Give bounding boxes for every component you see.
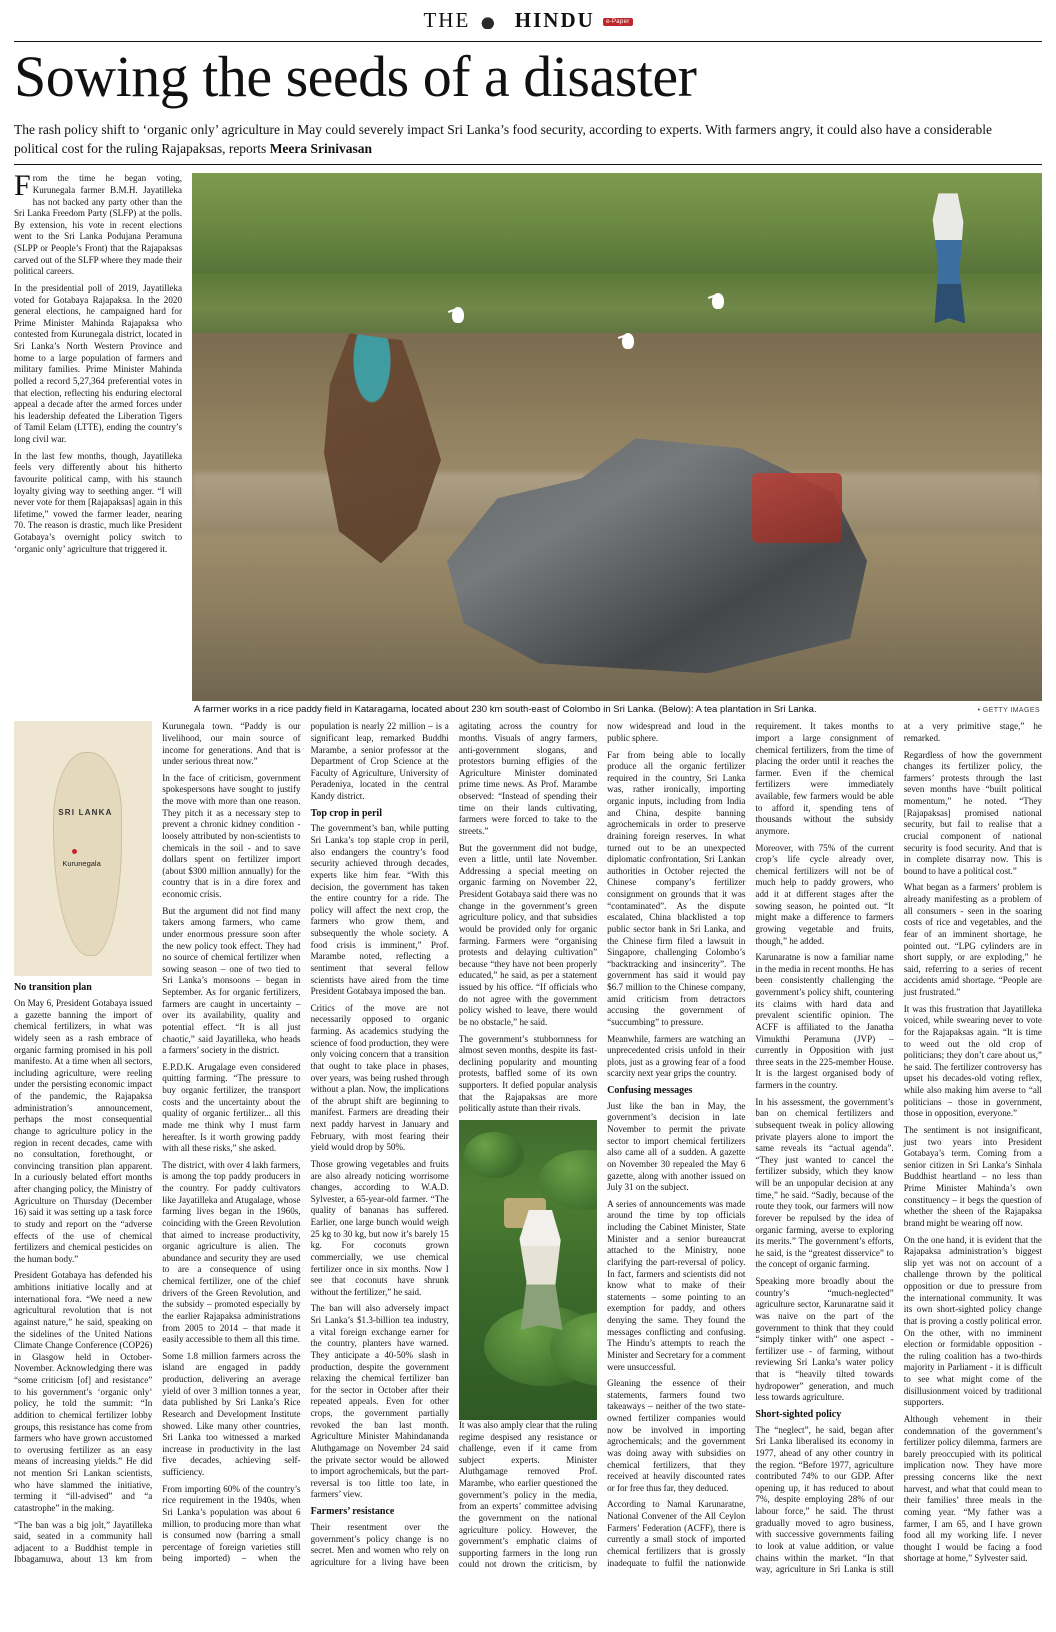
paragraph: The government’s stubbornness for almost seven months, despite its fast-declining popularity and mounting protests, baffled some of its own supporters. It defied popular analysis that the Rajapaksas are more politically astute than their rivals.	[458, 1033, 598, 1114]
paragraph: President Gotabaya has defended his ambitions initiative locally and at international fora. “We need a new agricultural revolution that is not against nature,” he said, speaking on the sidelines of the United Nations Climate Change Conference (COP26) in Glasgow held in October-November. Acknowledging there was “some criticism [of] and resistance” to his government’s ‘organic only’ policy, he told the summit: “In addition to chemical fertilizer lobby groups, this resistance has come from farmers who have grown accustomed to overusing fertilizer as an easy means of increasing yields.” He did not mention Sri Lankan scientists, who have slammed the initiative, terming it “ill-advised” and “a catastrophe” in the making.	[14, 1270, 153, 1513]
main-photo-block	[192, 173, 1042, 715]
paragraph: Karunaratne is now a familiar name in the media in recent months. He has been consistently challenging the government’s policy shift, countering its claims with hard data and prevalent scientific opinion. The ACFF is affiliated to the Janatha Vimukthi Peramuna (JVP) – currently in Opposition with just three seats in the 225-member House. It is the largest organised body of farmers in the country.	[755, 952, 894, 1091]
photo-credit: • GETTY IMAGES	[977, 707, 1040, 715]
paragraph: It was this frustration that Jayatilleka voiced, while swearing never to vote for the Rajapaksas again. “It is time to weed out the old crop of politicians; they don’t care about us,” he said. The fertilizer controversy has upset his decades-old voting reflex, while also making him averse to “all politicians – those in government, those in opposition, everyone.”	[903, 1003, 1042, 1119]
tea-bush	[464, 1132, 524, 1178]
map-country-label: SRI LANKA	[58, 808, 113, 817]
byline: Meera Srinivasan	[269, 141, 373, 157]
article-columns	[14, 721, 1042, 1576]
photo-caption-text: A farmer works in a rice paddy field in Kataragama, located about 230 km south-east of Colombo in Sri Lanka. (Below): A tea plantation in Sri Lanka.	[194, 704, 817, 716]
paragraph: What began as a farmers’ problem is already manifesting as a problem of all consumers - seen in the soaring costs of rice and vegetables, and the fear of an imminent shortage, he pointed out. “LPG cylinders are in short supply, or are exploding,” he said, referring to a series of recent accidents amid shortage. “People are just frustrated.”	[903, 882, 1042, 998]
tea-plantation-photo	[459, 1120, 597, 1420]
paragraph: On May 6, President Gotabaya issued a gazette banning the import of chemical fertilizers, in what was widely seen as a rash embrace of organic farming promised in his poll manifesto. At a time when all sectors, including agriculture, were reeling under the persisting economic impact of the pandemic, the Rajapaksa administration’s announcement, perhaps the most consequential change to agriculture policy in the region in recent decades, came with no consultation, forethought, or convincing transition plan apparent. In a curiously belated effort months after changing policy, the Ministry of Agriculture on Thursday (December 16) said it was setting up a task force to study and report on the “adverse effects of the use of chemical fertilizers and chemical pesticides on the human body.”	[14, 998, 153, 1264]
masthead-title	[423, 8, 632, 33]
location-dot-icon	[72, 849, 77, 854]
egret-icon	[622, 333, 634, 349]
section-heading-no-transition-plan: No transition plan	[14, 982, 92, 994]
lead-paragraph-3: In the last few months, though, Jayatilleka feels very differently about his hitherto favourite political camp, with his staunch loyalty giving way to seething anger. “I will never vote for them [Rajapaksas] again in this lifetime,” vowed the farmer leader, nearing 70. The reason is drastic, much like President Gotabaya’s overnight policy switch to ‘organic only’ agriculture that triggered it.	[14, 450, 182, 554]
masthead-divider	[14, 41, 1042, 42]
paragraph: According to Namal Karunaratne, National Convener of the All Ceylon Farmers’ Federation (ACFF), there is currently a small stock of imported chemical fertilizers that is grossly inadequate to fulfil the nationwide requirement. It takes months to import a large consignment of chemical fertilizers, from the time of placing the order until it reaches the farmer. Even if the chemical fertilizers were immediately available, few farmers would be able to afford it, spending tens of thousands without the subsidy anymore.	[607, 721, 894, 1568]
egret-icon	[452, 307, 464, 323]
paragraph: In his assessment, the government’s ban on chemical fertilizers and subsequent tweak in policy allowing private players alone to import the same reveals its “actual agenda”. “They just wanted to cancel the fertilizer subsidy, which they know will be an unpopular decision at any time,” he said. “Sadly, because of the route they took, our farmers will now forever be repulsed by the idea of organic farming, averse to exploring its merits.” The government’s efforts, he said, is the “greatest disservice” to the concept of organic farming.	[755, 1096, 894, 1270]
paragraph: Moreover, with 75% of the current crop’s life cycle already over, chemical fertilizers will not be of much help to paddy growers, who add it at different stages after the sowing season, he pointed out. “It might make a difference to farmers growing vegetable and fruits, though,” he added.	[755, 842, 894, 946]
paragraph: But the argument did not find many takers among farmers, who came under enormous pressure soon after the new policy took effect. They had no source of chemical fertilizer when sowing season – one of two tied to Sri Lanka’s monsoons – began in September. As for organic fertilizers, farmers are caught in uncertainty – over its availability, quality and potential effect. “It is all just chaotic,” said Jayatilleka, who heads a farmers’ society in the district.	[162, 905, 301, 1056]
standfirst-divider	[14, 164, 1042, 165]
farmer-paddy-field-photo	[192, 173, 1042, 701]
photo-caption	[192, 701, 1042, 715]
paragraph: Those growing vegetables and fruits are also already noticing worrisome changes, according to W.A.D. Sylvester, a 65-year-old farmer. “The quality of bananas has suffered. Earlier, one large bunch would weigh 25 kg to 30 kg, but now it’s barely 15 kg. For coconuts grown commercially, we use chemical fertilizer once in six months. Now I see that coconuts have shrunk without the fertilizer,” he said.	[310, 1158, 449, 1297]
page-title: Sowing the seeds of a disaster	[14, 44, 697, 109]
paragraph: It was also amply clear that the ruling regime despised any resistance or challenge, even if it came from subject experts. Minister Aluthgamage removed Prof. Marambe, who earlier questioned the government’s policy in the media, from an experts’ committee advising the government on the national agriculture policy. However, the government’s emphatic claims of supporting farmers in the long run could not drown the criticism, by now widespread and loud in the public sphere.	[458, 721, 746, 1570]
masthead	[14, 6, 1042, 39]
standfirst-text: The rash policy shift to ‘organic only’ agriculture in May could severely impact Sri Lanka’s food security, according to experts. With farmers angry, it could also have a considerable political cost for the ruling Rajapaksas, reports	[14, 122, 993, 157]
tiller-engine-part	[752, 473, 842, 543]
paragraph: A series of announcements was made around the time by top officials including the Cabinet Minister, State Minister and a senior bureaucrat attached to the Ministry, none clarifying the part-reversal of policy. In fact, farmers and scientists did not know what to make of their statements – some pointing to an exemption for paddy, and others denying the same. They found the messages conflicting and confusing. The Hindu’s attempts to reach the Minister and Secretary for a comment were unsuccessful.	[607, 1198, 746, 1372]
masthead-the: THE	[423, 8, 471, 32]
top-section	[14, 169, 1042, 716]
epaper-badge: e-Paper	[603, 18, 632, 26]
paragraph: Far from being able to locally produce all the organic fertilizer required in the country, Sri Lanka was, rather ironically, importing organic inputs, including from India and China, despite banning agrochemicals in order to preserve draining foreign reserves. In what turned out to be an unexpected diplomatic confrontation, Sri Lankan authorities in October rejected the Chinese company’s fertilizer consignment on grounds that it was “contaminated”. As the dispute escalated, China blacklisted a top public sector bank in Sri Lanka, and the Chinese firm filed a lawsuit in Singapore, challenging Colombo’s “backtracking and insincerity”. The government has said it would pay $6.7 million to the Chinese company, amid criticism from detractors accusing the government of “succumbing” to pressure.	[607, 749, 746, 1027]
map-island-shape	[53, 752, 122, 956]
lead-column	[14, 169, 182, 715]
article-body	[14, 721, 1042, 1576]
paragraph: The district, with over 4 lakh farmers, is among the top paddy producers in the country. For paddy cultivators like Jayatilleka and Atugalage, whose farming lives began in the 1960s, coinciding with the Green Revolution that aimed to increase productivity, organic agriculture is alien. The abundance and security they are used to are a consequence of using chemical fertilizer, one of the chief drivers of the Green Revolution, and the subsidy – promoted especially by the earlier Rajapaksa administrations from 2005 to 2014 – that made it easily accessible to them all this time.	[162, 1159, 301, 1345]
sri-lanka-map-figure	[14, 721, 152, 976]
paragraph: Although vehement in their condemnation of the government’s fertilizer policy dilemma, farmers are barely preoccupied with its political implication now. They have more pressing concerns like the next harvest, and what that could mean to their families’ three meals in the coming year. “My father was a farmer, I am 65, and I have grown food all my working life. I never thought I would be facing a food shortage at home,” Sylvester said.	[903, 1413, 1042, 1564]
masthead-hindu: HINDU	[514, 8, 595, 32]
egret-icon	[712, 293, 724, 309]
paragraph: The ban will also adversely impact Sri Lanka’s $1.3-billion tea industry, a vital foreign exchange earner for the country, planters have warned. They anticipate a 40-50% slash in production, despite the government relaxing the chemical fertilizer ban for the sector in October after their repeated appeals. Even for other crops, the government partially revoked the ban last month. Agriculture Minister Mahindananda Aluthgamage on November 24 said the private sector would be allowed to import agrochemicals, but the part-reversal is too little too late, in farmers’ view.	[310, 1303, 449, 1500]
paragraph: From importing 60% of the country’s rice requirement in the 1940s, when Sri Lanka’s population was about 6 million, to producing more than what is consumed now (barring a small percentage of foreign varieties still being imported) – when the population is nearly 22 million – is a significant leap, remarked Buddhi Marambe, a senior professor at the Department of Crop Science at the Faculty of Agriculture, University of Peradeniya, located in the central Kandy district.	[162, 721, 449, 1564]
paragraph: The sentiment is not insignificant, just two years into President Gotabaya’s term. Coming from a senior citizen in Sri Lanka’s Sinhala Buddhist heartland – no less than Prime Minister Mahinda’s own constituency – it begs the question of whether the sheen of the Rajapaksa brand might be wearing off now.	[903, 1124, 1042, 1228]
lead-paragraph-1: From the time he began voting, Kurunegala farmer B.M.H. Jayatilleka has not backed any party other than the Sri Lanka Freedom Party (SLFP) at the polls. By extension, his vote in recent elections went to the Sri Lanka Podujana Peramuna (SLPP or People’s Front) that the Rajapaksas carved out of the SLFP where they made their political careers.	[14, 169, 182, 277]
map-city-label: Kurunegala	[62, 859, 101, 868]
paragraph: But the government did not budge, even a little, until late November. Addressing a special meeting on organic farming on November 22, President Gotabaya said there was no change in the government’s green agriculture policy, and that subsidies would be provided only for organic farming. Farmers were “organising protests and delaying cultivation” because “they have not been properly educated,” he said, as per a statement issued by his office. “If officials who do not agree with the government policy wished to leave, there would be no obstacle,” he said.	[458, 842, 598, 1027]
paragraph: “The ban was a big jolt,” Jayatilleka said, seated in a community hall adjacent to a Buddhist temple in Ibbagamuwa, about 13 km from Kurunegala town. “Paddy is our livelihood, our main source of income for generations. And that is under serious threat now.”	[14, 721, 301, 1565]
paragraph: Regardless of how the government changes its fertilizer policy, the farmers’ protests through the last seven months have “built political momentum,” he noted. “They [Rajapaksas] promised national security, but fail to realise that a crucial component of national security is food security. And that is in complete disarray now. This is bound to have a political cost.”	[903, 749, 1042, 876]
section-heading-confusing-messages: Confusing messages	[607, 1085, 693, 1097]
lead-paragraph-2: In the presidential poll of 2019, Jayatilleka voted for Gotabaya Rajapaksa. In the 2020 general elections, he campaigned hard for Prime Minister Mahinda Rajapaksa who contested from Kurunegala district, located in Sri Lanka’s North Western Province and home to a large population of farmers and military families. Prime Minister Mahinda polled a record 5,27,364 preferential votes in that election, reflecting his enduring electoral appeal a decade after the armed forces under his leadership defeated the Liberation Tigers of Tamil Eelam (LTTE), ending the country’s long civil war.	[14, 282, 182, 445]
paragraph: Meanwhile, farmers are watching an unprecedented crisis unfold in their plots, just as a growing fear of a food scarcity next year grips the country.	[607, 1033, 746, 1079]
paragraph: Just like the ban in May, the government’s decision in late November to permit the private sector to import chemical fertilizers also came all of a sudden. A gazette on November 30 repealed the May 6 gazette, along with another issued on July 31 on the subject.	[607, 1100, 746, 1193]
paragraph: In the face of criticism, government spokespersons have sought to justify the move with more than one reason. They pitch it as a necessary step to prevent a chronic kidney condition - loosely attributed by non-scientists to chemicals in the soil - and to save dollars spent on fertilizer import (about $300 million annually) for the country that is in a dire forex and economic crisis.	[162, 772, 301, 900]
section-heading-top-crop-in-peril: Top crop in peril	[310, 807, 382, 819]
paragraph: Critics of the move are not necessarily opposed to organic farming. As academics studying the science of food production, they were only voicing concern that a transition that ought to take place in phases, over years, was being rushed through without a plan. Now, the implications of the abrupt shift are beginning to manifest. Farmers are dreading their next paddy harvest in January and February, with most fearing their yield would drop by 50%.	[310, 1002, 449, 1153]
paragraph: Some 1.8 million farmers across the island are engaged in paddy production, delivering an average yield of over 3 million tonnes a year, data published by Sri Lanka’s Rice Research and Development Institute showed. Like many other countries, Sri Lanka too witnessed a marked increase in productivity in the last five decades, achieving self-sufficiency.	[162, 1350, 301, 1478]
paragraph: Gleaning the essence of their statements, farmers found two takeaways – neither of the two state-owned fertilizer companies would now be involved in importing agrochemicals; and the government was doing away with subsidies on chemical fertilizers, that they received at heavily discounted rates or for free thus far, they deduced.	[607, 1378, 746, 1493]
paragraph: The government’s ban, while putting Sri Lanka’s top staple crop in peril, also endangers the country’s food security achieved through decades, experts like him fear. “With this decision, the government has taken the entire country for a ride. The policy will affect the next crop, the farmers who grow them, and subsequently the whole society. A food crisis is imminent,” Prof. Marambe noted, reflecting a sentiment that several fellow scientists have aired from the time President Gotabaya imposed the ban.	[310, 823, 449, 997]
section-heading-short-sighted-policy: Short-sighted policy	[755, 1408, 842, 1420]
paragraph: E.P.D.K. Arugalage even considered quitting farming. “The pressure to buy organic fertilizer, the transport costs and the uncertainty about the quality of organic fertilizer... all this made me think why I must farm hereafter. Is it worth growing paddy with all these risks,” she asked.	[162, 1061, 301, 1154]
hindu-logo-icon	[480, 15, 506, 29]
paragraph: Their resentment over the government’s policy change is no secret. Men and women who rely on agriculture for a living have been agitating across the country for months. Visuals of angry farmers, anti-government slogans, and protestors burning effigies of the Agriculture Minister dominated prime time news. As Prof. Marambe observed: “Instead of spending their time on their lands cultivating, farmers were forced to take to the streets.”	[310, 721, 598, 1567]
tea-bush	[539, 1150, 597, 1210]
section-heading-farmers-resistance: Farmers’ resistance	[310, 1506, 395, 1518]
paragraph: The “neglect”, he said, began after Sri Lanka liberalised its economy in 1977, ahead of any other country in the region. “Before 1977, agriculture contributed 74% to our GDP. After opening up, it has reduced to about 7%, despite employing 28% of our labour force,” he said. The thrust gradually moved to agro business, with successive governments failing to look at value addition, or value chains within the market. “In that way, agriculture in Sri Lanka is still at a very primitive stage,” he remarked.	[755, 721, 1042, 1575]
paragraph: On the one hand, it is evident that the Rajapaksa administration’s biggest slip yet was not on account of a challenge thrown by the political opposition or due to pressure from the international community. It was its own short-sighted policy change that is proving a costly political error. On the other, with no imminent election or formidable opposition - the ruling coalition has a two-thirds majority in Parliament - it is difficult to see what might come of the disillusionment voiced by traditional supporters.	[903, 1234, 1042, 1408]
paragraph: Speaking more broadly about the country’s “much-neglected” agriculture sector, Karunaratne said it was naive on the part of the government to think that they could “simply tinker with” one aspect - fertilizer use - of farming, without reviewing Sri Lanka’s water policy that is “heavily tilted towards hydropower” generation, and much less towards agriculture.	[755, 1276, 894, 1403]
standfirst	[14, 120, 1034, 158]
